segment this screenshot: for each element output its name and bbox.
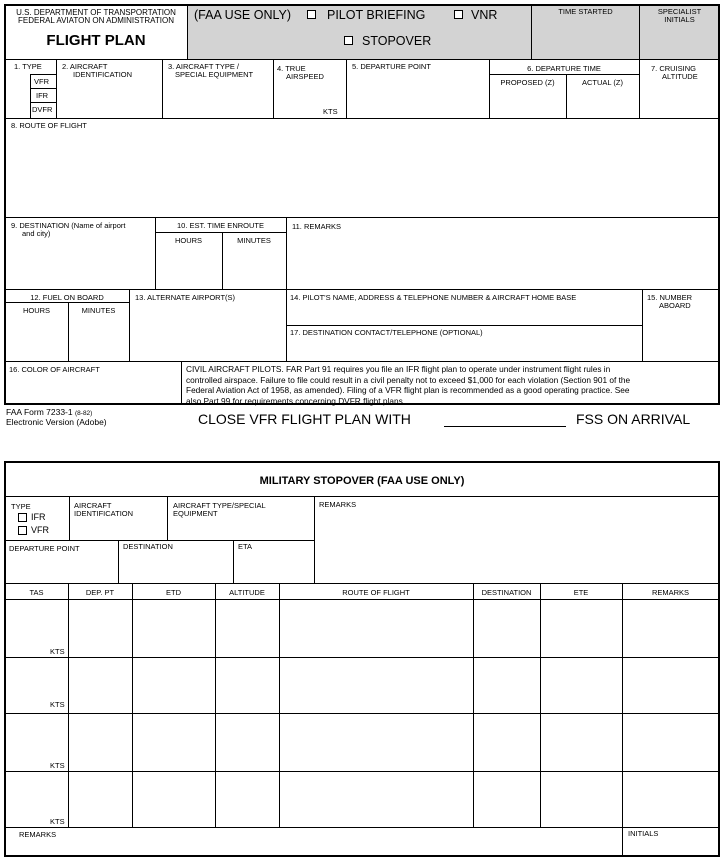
vnr-checkbox[interactable] [454, 10, 463, 19]
color-of-aircraft-label: 16. COLOR OF AIRCRAFT [9, 365, 100, 374]
destination-label: 9. DESTINATION (Name of airport [11, 221, 126, 230]
route-of-flight-label: 8. ROUTE OF FLIGHT [11, 121, 87, 130]
specialist-label: SPECIALIST [657, 7, 702, 16]
col-header-route: ROUTE OF FLIGHT [342, 588, 410, 597]
civil-notice-line-3: Federal Aviation Act of 1958, as amended). Filing of a VFR flight plan is recommended as a good operating practice. See [186, 385, 630, 395]
civil-notice-line-4: also Part 99 for requirements concerning DVFR flight plans. [186, 395, 406, 406]
destination-contact-label: 17. DESTINATION CONTACT/TELEPHONE (OPTIONAL) [290, 328, 483, 337]
civil-notice-line-1: CIVIL AIRCRAFT PILOTS. FAR Part 91 requires you file an IFR flight plan to operate under instrument flight rules in [186, 364, 611, 374]
aircraft-id-label: 2. AIRCRAFT [62, 62, 108, 71]
actual-label: ACTUAL (Z) [582, 78, 623, 87]
enroute-hours-label: HOURS [174, 236, 203, 245]
mil-initials-label: INITIALS [628, 829, 659, 838]
form-number [6, 407, 92, 417]
true-airspeed-label: 4. TRUE [277, 64, 306, 73]
agency-line-1: U.S. DEPARTMENT OF TRANSPORTATION [16, 8, 176, 17]
col-header-remarks: REMARKS [651, 588, 690, 597]
electronic-version: Electronic Version (Adobe) [6, 417, 107, 427]
mil-ifr-checkbox[interactable] [18, 513, 27, 522]
agency-line-2: FEDERAL AVIATON ON ADMINISTRATION [17, 16, 175, 25]
type-label: 1. TYPE [14, 62, 42, 71]
military-title: MILITARY STOPOVER (FAA USE ONLY) [259, 475, 465, 487]
alternate-airports-label: 13. ALTERNATE AIRPORT(S) [135, 293, 236, 302]
number-aboard-label: 15. NUMBER [647, 293, 693, 302]
col-header-tas: TAS [29, 588, 44, 597]
aircraft-id-label-2: IDENTIFICATION [73, 70, 133, 79]
mil-remarks-label: REMARKS [319, 500, 357, 509]
mil-eta-label: ETA [238, 542, 253, 551]
row-4-kts: KTS [50, 817, 65, 826]
mil-aircraft-type-label-2: EQUIPMENT [173, 509, 218, 518]
civil-notice-line-2: controlled airspace. Failure to file could result in a civil penalty not to exceed $1,000 for each violation (Section 901 of the [186, 374, 631, 385]
fuel-hours-label: HOURS [22, 306, 51, 315]
mil-vfr-label: VFR [31, 525, 49, 535]
remarks-label: 11. REMARKS [292, 222, 342, 231]
mil-vfr-checkbox[interactable] [18, 526, 27, 535]
pilot-briefing-label: PILOT BRIEFING [327, 8, 426, 22]
faa-use-only-label: (FAA USE ONLY) [194, 8, 292, 22]
mil-bottom-remarks-label: REMARKS [19, 830, 57, 839]
fuel-minutes-label: MINUTES [81, 306, 116, 315]
military-border [4, 461, 720, 857]
dvfr-option[interactable]: DVFR [32, 105, 53, 114]
proposed-label: PROPOSED (Z) [500, 78, 555, 87]
mil-aircraft-id-label-2: IDENTIFICATION [74, 509, 134, 518]
est-time-enroute-label: 10. EST. TIME ENROUTE [177, 221, 264, 230]
time-started-label: TIME STARTED [558, 7, 613, 16]
route-of-flight-input[interactable] [10, 132, 714, 214]
col-header-altitude: ALTITUDE [229, 588, 265, 597]
mil-destination-label: DESTINATION [123, 542, 173, 551]
pilot-name-label: 14. PILOT'S NAME, ADDRESS & TELEPHONE NUMBER & AIRCRAFT HOME BASE [290, 293, 577, 302]
stopover-checkbox[interactable] [344, 36, 353, 45]
close-vfr-label: CLOSE VFR FLIGHT PLAN WITH [198, 411, 411, 427]
mil-aircraft-id-label: AIRCRAFT [74, 501, 112, 510]
aircraft-type-label-2: SPECIAL EQUIPMENT [175, 70, 254, 79]
enroute-minutes-label: MINUTES [237, 236, 271, 245]
col-header-ete: ETE [573, 588, 589, 597]
cruising-altitude-label: 7. CRUISING [651, 64, 697, 73]
vfr-option[interactable]: VFR [34, 77, 49, 86]
initials-label: INITIALS [664, 15, 695, 24]
col-header-dep-pt: DEP. PT [85, 588, 115, 597]
row-2-kts: KTS [50, 700, 65, 709]
form-date: (8-82) [75, 410, 93, 417]
departure-point-label: 5. DEPARTURE POINT [352, 62, 431, 71]
number-aboard-label-2: ABOARD [659, 301, 691, 310]
aircraft-type-label: 3. AIRCRAFT TYPE / [168, 62, 239, 71]
airspeed-kts-unit: KTS [323, 107, 338, 116]
row-3-kts: KTS [50, 761, 65, 770]
civil-pilots-notice [186, 364, 716, 406]
mil-departure-point-label: DEPARTURE POINT [9, 544, 80, 553]
mil-ifr-label: IFR [31, 512, 46, 522]
mil-type-label: TYPE [11, 502, 31, 511]
cruising-altitude-label-2: ALTITUDE [662, 72, 698, 81]
fss-on-arrival-label: FSS ON ARRIVAL [576, 411, 691, 427]
stopover-label: STOPOVER [362, 34, 432, 48]
col-header-etd: ETD [166, 588, 181, 597]
pilot-briefing-checkbox[interactable] [307, 10, 316, 19]
row-1-kts: KTS [50, 647, 65, 656]
destination-label-2: and city) [22, 229, 51, 238]
mil-aircraft-type-label: AIRCRAFT TYPE/SPECIAL [173, 501, 266, 510]
ifr-option[interactable]: IFR [36, 91, 49, 100]
fss-blank-line[interactable] [444, 426, 566, 427]
vnr-label: VNR [471, 8, 498, 22]
true-airspeed-label-2: AIRSPEED [286, 72, 324, 81]
col-header-destination: DESTINATION [481, 588, 532, 597]
fuel-on-board-label: 12. FUEL ON BOARD [30, 293, 104, 302]
form-title: FLIGHT PLAN [46, 32, 146, 49]
departure-time-label: 6. DEPARTURE TIME [527, 64, 601, 73]
form-number-text: FAA Form 7233-1 [6, 407, 73, 417]
